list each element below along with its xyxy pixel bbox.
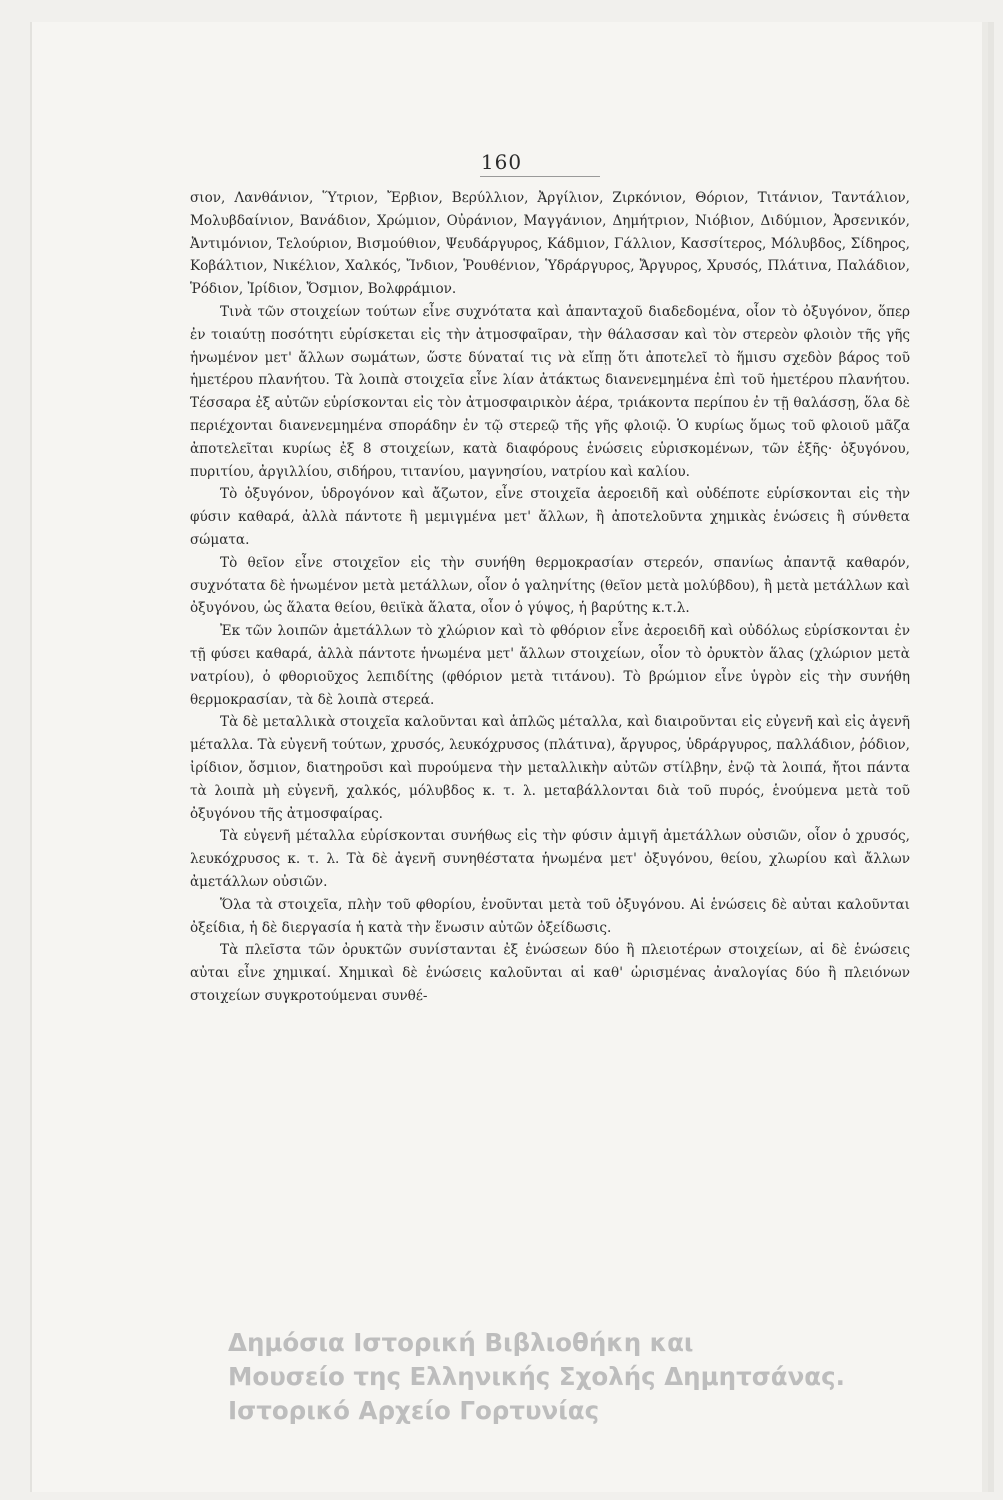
paragraph-gases: Τὸ ὀξυγόνον, ὑδρογόνον καὶ ἄζωτον, εἶνε στοιχεῖα ἀεροειδῆ καὶ οὐδέποτε εὑρίσκονται εἰς τὴν φύσιν καθαρά, ἀλλὰ πάντοτε ἢ μεμιγμένα μετ' ἄλλων, ἢ ἀποτελοῦντα χημικὰς ἑνώσεις ἢ σύνθετα σώματα.	[190, 486, 910, 548]
paragraph-compounds: Τὰ πλεῖστα τῶν ὀρυκτῶν συνίστανται ἐξ ἑνώσεων δύο ἢ πλειοτέρων στοιχείων, αἱ δὲ ἑνώσεις αὐται εἶνε χημικαί. Χημικαὶ δὲ ἑνώσεις καλοῦνται αἱ καθ' ὡρισμένας ἀναλογίας δύο ἢ πλειόνων στοιχείων συγκροτούμεναι συνθέ-	[190, 942, 910, 1004]
paragraph-element-list: σιον, Λανθάνιον, Ὕτριον, Ἔρβιον, Βερύλλιον, Ἀργίλιον, Ζιρκόνιον, Θόριον, Τιτάνιον, Ταντάλιον, Μολυβδαίνιον, Βανάδιον, Χρώμιον, Οὐράνιον, Μαγγάνιον, Δημήτριον, Νιόβιον, Διδύμιον, Ἀρσενικόν, Ἀντιμόνιον, Τελούριον, Βισμούθιον, Ψευδάργυρος, Κάδμιον, Γάλλιον, Κασσίτερος, Μόλυβδος, Σίδηρος, Κοβάλτιον, Νικέλιον, Χαλκός, Ἴνδιον, Ῥουθένιον, Ὑδράργυρος, Ἄργυρος, Χρυσός, Πλάτινα, Παλάδιον, Ῥόδιον, Ἰρίδιον, Ὄσμιον, Βολφράμιον.	[190, 190, 910, 298]
paragraph-oxides: Ὅλα τὰ στοιχεῖα, πλὴν τοῦ φθορίου, ἑνοῦνται μετὰ τοῦ ὀξυγόνου. Αἱ ἑνώσεις δὲ αὐται καλοῦνται ὀξείδια, ἡ δὲ διεργασία ἡ κατὰ τὴν ἕνωσιν αὐτῶν ὀξείδωσις.	[190, 896, 910, 936]
paragraph-halogens: Ἐκ τῶν λοιπῶν ἀμετάλλων τὸ χλώριον καὶ τὸ φθόριον εἶνε ἀεροειδῆ καὶ οὐδόλως εὑρίσκονται ἐν τῇ φύσει καθαρά, ἀλλὰ πάντοτε ἡνωμένα μετ' ἄλλων στοιχείων, οἷον τὸ ὀρυκτὸν ἅλας (χλώριον μετὰ νατρίου), ὁ φθοριοῦχος λεπιδίτης (φθόριον μετὰ τιτάνου). Τὸ βρώμιον εἶνε ὑγρὸν εἰς τὴν συνήθη θερμοκρασίαν, τὰ δὲ λοιπὰ στερεά.	[190, 623, 910, 708]
paragraph-noble-metals: Τὰ εὐγενῆ μέταλλα εὑρίσκονται συνήθως εἰς τὴν φύσιν ἀμιγῆ ἀμετάλλων οὐσιῶν, οἷον ὁ χρυσός, λευκόχρυσος κ. τ. λ. Τὰ δὲ ἀγενῆ συνηθέστατα ἡνωμένα μετ' ὀξυγόνου, θείου, χλωρίου καὶ ἄλλων ἀμετάλλων οὐσιῶν.	[190, 828, 910, 890]
library-watermark	[228, 1326, 845, 1428]
paragraph-metals: Τὰ δὲ μεταλλικὰ στοιχεῖα καλοῦνται καὶ ἁπλῶς μέταλλα, καὶ διαιροῦνται εἰς εὐγενῆ καὶ εἰς ἀγενῆ μέταλλα. Τὰ εὐγενῆ τούτων, χρυσός, λευκόχρυσος (πλάτινα), ἄργυρος, ὑδράργυρος, παλλάδιον, ῥόδιον, ἰρίδιον, ὄσμιον, διατηροῦσι καὶ πυρούμενα τὴν μεταλλικὴν αὐτῶν στίλβην, ἐνῷ τὰ λοιπά, ἤτοι πάντα τὰ λοιπὰ μὴ εὐγενῆ, χαλκός, μόλυβδος κ. τ. λ. μεταβάλλονται διὰ τοῦ πυρός, ἑνούμενα μετὰ τοῦ ὀξυγόνου τῆς ἀτμοσφαίρας.	[190, 714, 910, 822]
watermark-line-1: Δημόσια Ιστορική Βιβλιοθήκη και	[228, 1328, 694, 1357]
header-rule	[480, 176, 600, 177]
paragraph-distribution: Τινὰ τῶν στοιχείων τούτων εἶνε συχνότατα καὶ ἁπανταχοῦ διαδεδομένα, οἷον τὸ ὀξυγόνον, ὅπερ ἐν τοιαύτῃ ποσότητι εὑρίσκεται εἰς τὴν ἀτμοσφαῖραν, τὴν θάλασσαν καὶ τὸν στερεὸν φλοιὸν τῆς γῆς ἡνωμένον μετ' ἄλλων σωμάτων, ὥστε δύναταί τις νὰ εἴπῃ ὅτι ἀποτελεῖ τὸ ἥμισυ σχεδὸν βάρος τοῦ ἡμετέρου πλανήτου. Τὰ λοιπὰ στοιχεῖα εἶνε λίαν ἀτάκτως διανενεμημένα ἐπὶ τοῦ ἡμετέρου πλανήτου. Τέσσαρα ἐξ αὐτῶν εὑρίσκονται εἰς τὸν ἀτμοσφαιρικὸν ἀέρα, τριάκοντα περίπου ἐν τῇ θαλάσσῃ, ὅλα δὲ περιέχονται διανενεμημένα σποράδην ἐν τῷ στερεῷ τῆς γῆς φλοιῷ. Ὁ κυρίως ὅμως τοῦ φλοιοῦ μᾶζα ἀποτελεῖται κυρίως ἐξ 8 στοιχείων, κατὰ διαφόρους ἑνώσεις εὑρισκομένων, τῶν ἑξῆς· ὀξυγόνου, πυριτίου, ἀργιλλίου, σιδήρου, τιτανίου, μαγνησίου, νατρίου καὶ καλίου.	[190, 303, 910, 480]
watermark-line-3: Ιστορικό Αρχείο Γορτυνίας	[228, 1396, 600, 1425]
paragraph-sulfur: Τὸ θεῖον εἶνε στοιχεῖον εἰς τὴν συνήθη θερμοκρασίαν στερεόν, σπανίως ἀπαντᾷ καθαρόν, συχνότατα δὲ ἡνωμένον μετὰ μετάλλων, οἷον ὁ γαληνίτης (θεῖον μετὰ μολύβδου), ἢ μετὰ μετάλλων καὶ ὀξυγόνου, ὡς ἅλατα θείου, θειϊκὰ ἅλατα, οἷον ὁ γύψος, ἡ βαρύτης κ.τ.λ.	[190, 554, 910, 617]
body-text	[190, 187, 910, 1008]
page-number: 160	[480, 150, 523, 174]
watermark-line-2: Μουσείο της Ελληνικής Σχολής Δημητσάνας.	[228, 1362, 845, 1391]
